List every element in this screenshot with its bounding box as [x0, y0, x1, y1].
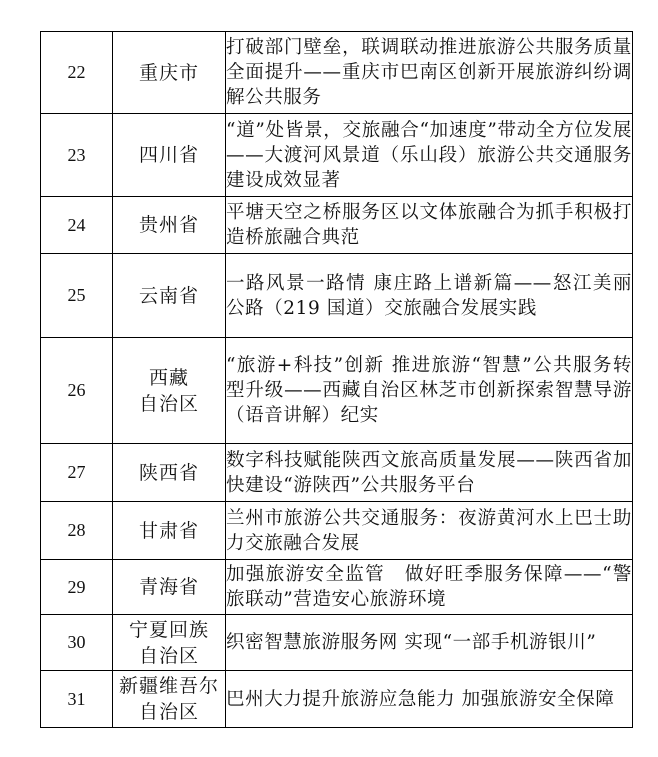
case-title: 加强旅游安全监管 做好旺季服务保障——“警旅联动”营造安心旅游环境 [226, 560, 633, 615]
province-name: 新疆维吾尔 自治区 [118, 675, 219, 723]
province-name: 云南省 [138, 284, 199, 307]
table-row [41, 560, 633, 615]
province-cell [113, 197, 226, 254]
case-title: 平塘天空之桥服务区以文体旅融合为抓手积极打造桥旅融合典范 [226, 197, 633, 254]
province-name: 青海省 [138, 576, 199, 598]
case-title: 兰州市旅游公共交通服务：夜游黄河水上巴士助力交旅融合发展 [226, 502, 633, 560]
province-name: 重庆市 [138, 61, 199, 84]
table-row [41, 32, 633, 114]
province-cell [113, 560, 226, 615]
table-row [41, 114, 633, 197]
row-number: 31 [41, 671, 113, 728]
province-cell [113, 671, 226, 728]
row-number: 22 [41, 32, 113, 114]
province-name: 四川省 [138, 144, 199, 166]
province-name: 宁夏回族 自治区 [128, 618, 209, 667]
table-row [41, 254, 633, 338]
province-name: 陕西省 [138, 461, 199, 484]
case-title: “旅游+科技”创新 推进旅游“智慧”公共服务转型升级——西藏自治区林芝市创新探索智慧导游（语音讲解）纪实 [226, 338, 633, 444]
province-name: 贵州省 [138, 214, 199, 236]
row-number: 26 [41, 338, 113, 444]
row-number: 27 [41, 444, 113, 502]
province-cell [113, 32, 226, 114]
case-title: 织密智慧旅游服务网 实现“一部手机游银川” [226, 615, 633, 671]
province-name: 西藏 自治区 [138, 366, 199, 415]
row-number: 29 [41, 560, 113, 615]
table-row [41, 502, 633, 560]
table-row [41, 671, 633, 728]
case-title: “道”处皆景，交旅融合“加速度”带动全方位发展——大渡河风景道（乐山段）旅游公共交通服务建设成效显著 [226, 114, 633, 197]
case-list-table [40, 31, 633, 728]
case-title: 数字科技赋能陕西文旅高质量发展——陕西省加快建设“游陕西”公共服务平台 [226, 444, 633, 502]
case-title: 打破部门壁垒，联调联动推进旅游公共服务质量全面提升——重庆市巴南区创新开展旅游纠纷调解公共服务 [226, 32, 633, 114]
row-number: 30 [41, 615, 113, 671]
case-title: 巴州大力提升旅游应急能力 加强旅游安全保障 [226, 671, 633, 728]
province-cell [113, 254, 226, 338]
row-number: 25 [41, 254, 113, 338]
row-number: 24 [41, 197, 113, 254]
province-cell [113, 502, 226, 560]
table-row [41, 444, 633, 502]
table-row [41, 197, 633, 254]
row-number: 28 [41, 502, 113, 560]
province-cell [113, 338, 226, 444]
table-row [41, 338, 633, 444]
province-cell [113, 114, 226, 197]
province-name: 甘肃省 [138, 519, 199, 542]
table-row [41, 615, 633, 671]
row-number: 23 [41, 114, 113, 197]
province-cell [113, 444, 226, 502]
case-title: 一路风景一路情 康庄路上谱新篇——怒江美丽公路（219 国道）交旅融合发展实践 [226, 254, 633, 338]
province-cell [113, 615, 226, 671]
